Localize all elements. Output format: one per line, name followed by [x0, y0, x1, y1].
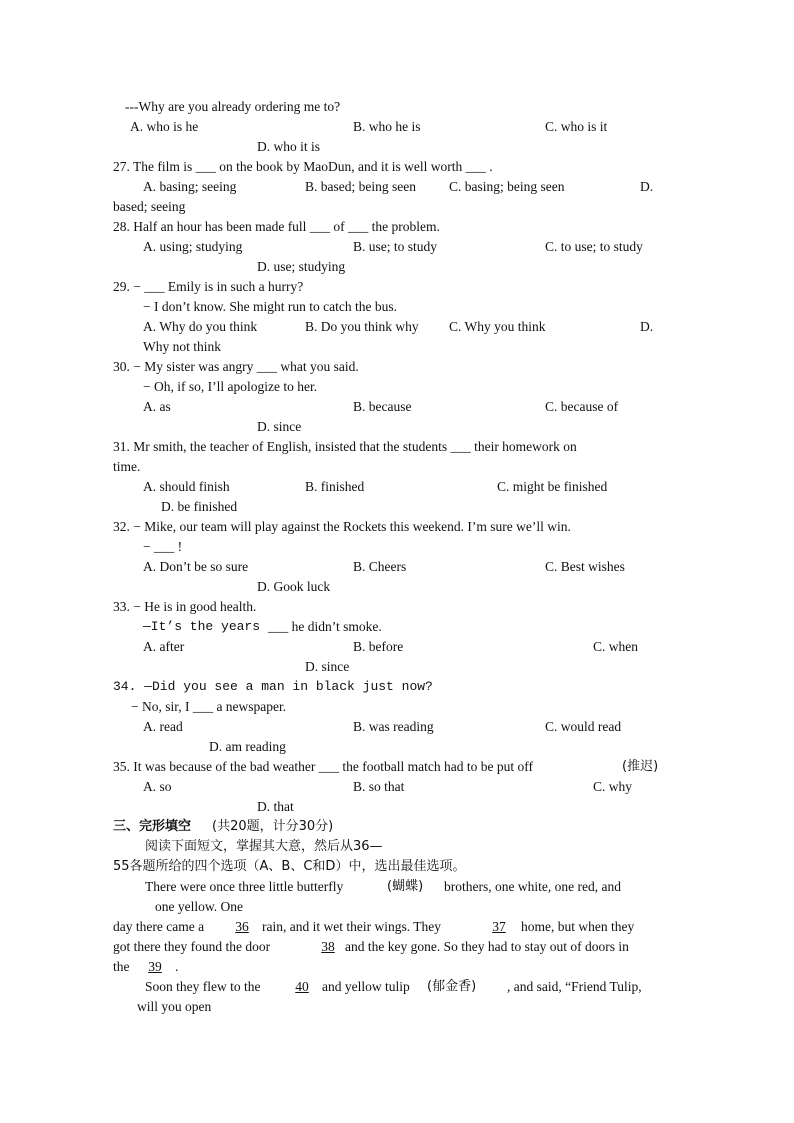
q32-reply: − ___ ! [143, 539, 183, 554]
q31-option-b: B. finished [305, 479, 365, 494]
blank-40: 40 [295, 979, 309, 994]
q30-option-b: B. because [353, 399, 412, 414]
q31-option-c: C. might be finished [497, 479, 608, 494]
q31-stem-cont: time. [113, 459, 141, 474]
q26-option-a: A. who is he [130, 119, 199, 134]
passage-line-6-b: and yellow tulip [322, 979, 410, 994]
q34-option-c: C. would read [545, 719, 622, 734]
q27-stem: 27. The film is ___ on the book by MaoDun, and it is well worth ___ . [113, 159, 493, 174]
q35-option-d: D. that [257, 799, 294, 814]
q29-option-c: C. Why you think [449, 319, 546, 334]
passage-line-1-a: There were once three little butterfly [145, 879, 344, 894]
passage-line-3-a: day there came a [113, 919, 205, 934]
section-3-heading: 三、完形填空 [113, 819, 192, 834]
passage-gloss-butterfly: (蝴蝶) [387, 879, 424, 894]
q30-reply: − Oh, if so, I’ll apologize to her. [143, 379, 318, 394]
q33-option-a: A. after [143, 639, 185, 654]
q28-stem: 28. Half an hour has been made full ___ of ___ the problem. [113, 219, 440, 234]
q28-option-b: B. use; to study [353, 239, 438, 254]
q34-reply: − No, sir, I ___ a newspaper. [131, 699, 287, 714]
q33-option-d: D. since [305, 659, 350, 674]
q33-stem: 33. − He is in good health. [113, 599, 257, 614]
q35-option-b: B. so that [353, 779, 405, 794]
passage-gloss-tulip: (郁金香) [427, 979, 477, 994]
passage-line-6-a: Soon they flew to the [145, 979, 261, 994]
q26-option-c: C. who is it [545, 119, 608, 134]
q27-option-c: C. basing; being seen [449, 179, 565, 194]
q32-option-d: D. Gook luck [257, 579, 331, 594]
blank-38: 38 [321, 939, 335, 954]
q29-option-d-label: D. [640, 319, 654, 334]
q31-stem: 31. Mr smith, the teacher of English, insisted that the students ___ their homework on [113, 439, 577, 454]
q30-stem: 30. − My sister was angry ___ what you said. [113, 359, 359, 374]
q27-option-d-label: D. [640, 179, 654, 194]
blank-37: 37 [492, 919, 506, 934]
section-3-instruction: 阅读下面短文，掌握其大意，然后从36— [145, 839, 383, 854]
q31-option-a: A. should finish [143, 479, 230, 494]
passage-line-4-a: got there they found the door [113, 939, 271, 954]
q27-option-b: B. based; being seen [305, 179, 416, 194]
section-3-score: (共20题，计分30分) [212, 819, 334, 834]
blank-36: 36 [235, 919, 249, 934]
q30-option-d: D. since [257, 419, 302, 434]
q29-stem: 29. − ___ Emily is in such a hurry? [113, 279, 304, 294]
q30-option-c: C. because of [545, 399, 619, 414]
q34-stem: 34. —Did you see a man in black just now? [113, 679, 433, 694]
passage-line-5-b: . [175, 959, 179, 974]
passage-line-3-b: rain, and it wet their wings. They [262, 919, 441, 934]
q32-stem: 32. − Mike, our team will play against the Rockets this weekend. I’m sure we’ll win. [113, 519, 571, 534]
q32-option-a: A. Don’t be so sure [143, 559, 249, 574]
q33-option-b: B. before [353, 639, 404, 654]
q33-reply-start: —It’s the years [143, 619, 261, 634]
q28-option-d: D. use; studying [257, 259, 346, 274]
passage-line-6-c: , and said, “Friend Tulip, [507, 979, 642, 994]
q30-option-a: A. as [143, 399, 171, 414]
q29-option-b: B. Do you think why [305, 319, 419, 334]
q26-option-d: D. who it is [257, 139, 321, 154]
q32-option-b: B. Cheers [353, 559, 407, 574]
passage-line-7: will you open [137, 999, 212, 1014]
q33-reply-end: ___ he didn’t smoke. [268, 619, 382, 634]
q35-chinese-gloss: (推迟) [622, 759, 659, 774]
q34-option-d: D. am reading [209, 739, 286, 754]
q27-option-d-text: based; seeing [113, 199, 186, 214]
q34-option-a: A. read [143, 719, 183, 734]
q34-option-b: B. was reading [353, 719, 434, 734]
q35-option-a: A. so [143, 779, 172, 794]
passage-line-4-b: and the key gone. So they had to stay out of doors in [345, 939, 629, 954]
blank-39: 39 [148, 959, 162, 974]
q26-reply: ---Why are you already ordering me to? [125, 99, 341, 114]
section-3-instruction-cont: 55各题所给的四个选项（A、B、C和D）中，选出最佳选项。 [113, 859, 466, 874]
q29-option-a: A. Why do you think [143, 319, 258, 334]
q28-option-c: C. to use; to study [545, 239, 643, 254]
q28-option-a: A. using; studying [143, 239, 243, 254]
q29-reply: − I don’t know. She might run to catch the bus. [143, 299, 397, 314]
q33-option-c: C. when [593, 639, 638, 654]
passage-line-1-b: brothers, one white, one red, and [444, 879, 621, 894]
q27-option-a: A. basing; seeing [143, 179, 237, 194]
q31-option-d: D. be finished [161, 499, 238, 514]
passage-line-3-c: home, but when they [521, 919, 635, 934]
passage-line-2: one yellow. One [155, 899, 243, 914]
q35-option-c: C. why [593, 779, 633, 794]
q26-option-b: B. who he is [353, 119, 421, 134]
q32-option-c: C. Best wishes [545, 559, 625, 574]
passage-line-5-a: the [113, 959, 130, 974]
q35-stem: 35. It was because of the bad weather ___ the football match had to be put off [113, 759, 533, 774]
q29-option-d-text: Why not think [143, 339, 221, 354]
